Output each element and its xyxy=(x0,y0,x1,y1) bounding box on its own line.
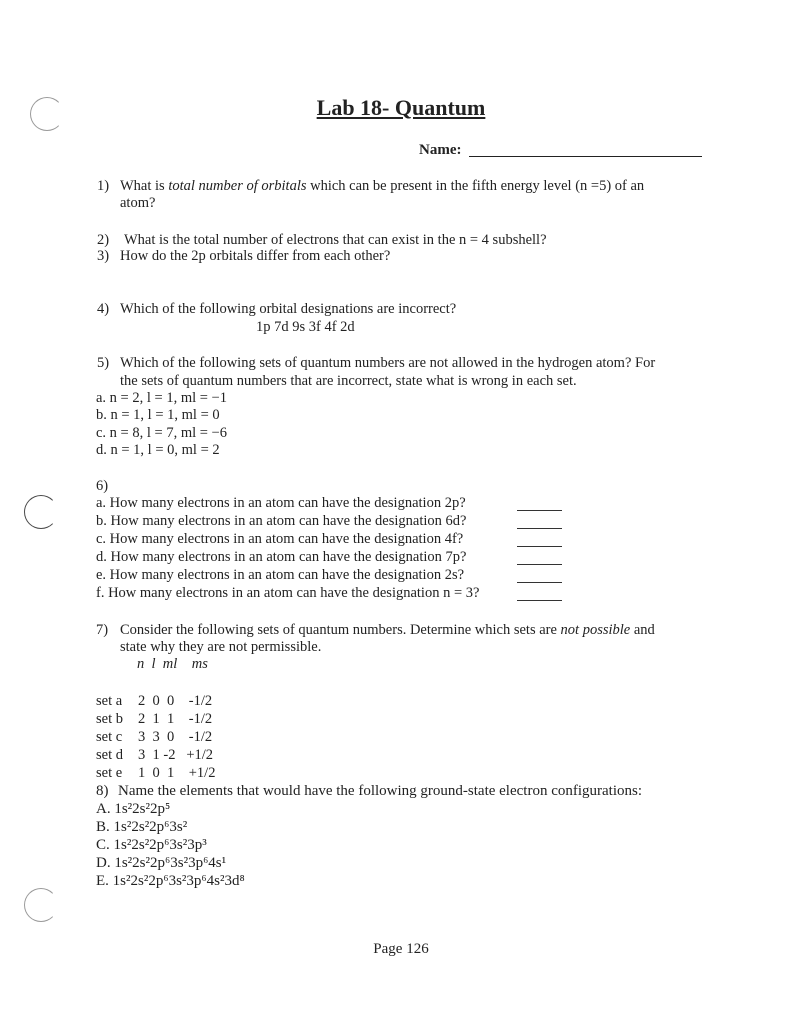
q8-config-label-a: A. xyxy=(96,801,111,817)
hole-punch-icon-middle xyxy=(24,495,58,529)
q7-row-values-d: 3 1 -2 +1/2 xyxy=(138,747,214,763)
q8-config-label-d: D. xyxy=(96,855,111,871)
q7-row-values-e: 1 0 1 +1/2 xyxy=(138,765,216,781)
q7-text-after: and xyxy=(630,622,655,638)
q8-config-label-e: E. xyxy=(96,873,109,889)
q7-number: 7) xyxy=(96,622,109,638)
q6-item-e: e. How many electrons in an atom can have the designation 2s? xyxy=(96,567,465,583)
q1-text-italic: total number of orbitals xyxy=(168,178,307,194)
q3-text: How do the 2p orbitals differ from each other? xyxy=(120,248,391,264)
name-label: Name: xyxy=(419,142,462,158)
q7-row-label-d: set d xyxy=(96,747,123,763)
q1-text-after: which can be present in the fifth energy level (n =5) of an xyxy=(306,178,645,194)
q4-text: Which of the following orbital designations are incorrect? xyxy=(120,301,457,317)
q8-config-value-e: 1s²2s²2p⁶3s²3p⁶4s²3d⁸ xyxy=(112,873,245,889)
q3-number: 3) xyxy=(97,248,110,264)
q6-answer-blank-e[interactable] xyxy=(517,582,562,583)
q8-config-value-d: 1s²2s²2p⁶3s²3p⁶4s¹ xyxy=(114,855,227,871)
q4-number: 4) xyxy=(97,301,110,317)
q7-row-label-e: set e xyxy=(96,765,123,781)
q5-item-a: a. n = 2, l = 1, ml = −1 xyxy=(96,390,227,406)
q7-row-values-b: 2 1 1 -1/2 xyxy=(138,711,213,727)
q1-text xyxy=(120,177,644,195)
q8-config-c xyxy=(96,836,207,854)
q4-options: 1p 7d 9s 3f 4f 2d xyxy=(256,319,355,335)
q8-config-value-b: 1s²2s²2p⁶3s² xyxy=(113,819,188,835)
q8-config-label-b: B. xyxy=(96,819,110,835)
q8-text: Name the elements that would have the following ground-state electron configurations: xyxy=(118,783,643,799)
q8-config-label-c: C. xyxy=(96,837,110,853)
q6-item-b: b. How many electrons in an atom can have the designation 6d? xyxy=(96,513,467,529)
q6-answer-blank-c[interactable] xyxy=(517,546,562,547)
q5-number: 5) xyxy=(97,355,110,371)
q5-item-d: d. n = 1, l = 0, ml = 2 xyxy=(96,442,220,458)
q7-row-values-a: 2 0 0 -1/2 xyxy=(138,693,213,709)
q6-item-c: c. How many electrons in an atom can have the designation 4f? xyxy=(96,531,464,547)
q5-text-line2: the sets of quantum numbers that are incorrect, state what is wrong in each set. xyxy=(120,373,577,389)
q7-text xyxy=(120,621,655,639)
q6-answer-blank-f[interactable] xyxy=(517,600,562,601)
hole-punch-icon-bottom xyxy=(24,888,58,922)
q5-item-c: c. n = 8, l = 7, ml = −6 xyxy=(96,425,227,441)
q8-config-b xyxy=(96,818,187,836)
q8-config-value-a: 1s²2s²2p⁵ xyxy=(114,801,171,817)
name-field-line[interactable] xyxy=(469,156,702,157)
q8-config-e xyxy=(96,872,245,890)
q7-text-italic: not possible xyxy=(560,622,631,638)
q6-item-d: d. How many electrons in an atom can have the designation 7p? xyxy=(96,549,467,565)
q8-number: 8) xyxy=(96,783,109,799)
q7-row-label-b: set b xyxy=(96,711,123,727)
page-number: Page 126 xyxy=(373,941,429,957)
q7-row-label-a: set a xyxy=(96,693,123,709)
q6-number: 6) xyxy=(96,478,109,494)
q7-row-values-c: 3 3 0 -1/2 xyxy=(138,729,213,745)
q7-table-header: n l ml ms xyxy=(137,656,208,672)
q8-config-value-c: 1s²2s²2p⁶3s²3p³ xyxy=(113,837,207,853)
q7-row-label-c: set c xyxy=(96,729,123,745)
q6-item-f: f. How many electrons in an atom can have the designation n = 3? xyxy=(96,585,480,601)
page-title: Lab 18- Quantum xyxy=(316,95,486,120)
q6-answer-blank-a[interactable] xyxy=(517,510,562,511)
q2-text: What is the total number of electrons that can exist in the n = 4 subshell? xyxy=(124,232,547,248)
q6-answer-blank-b[interactable] xyxy=(517,528,562,529)
q8-config-d xyxy=(96,854,226,872)
q5-text-line1: Which of the following sets of quantum numbers are not allowed in the hydrogen atom? For xyxy=(120,355,656,371)
q7-text-line2: state why they are not permissible. xyxy=(120,639,322,655)
q6-answer-blank-d[interactable] xyxy=(517,564,562,565)
q7-text-before: Consider the following sets of quantum numbers. Determine which sets are xyxy=(120,622,561,638)
q1-number: 1) xyxy=(97,178,110,194)
q1-text-line2: atom? xyxy=(120,195,156,211)
q8-config-a xyxy=(96,800,170,818)
q5-item-b: b. n = 1, l = 1, ml = 0 xyxy=(96,407,220,423)
q6-item-a: a. How many electrons in an atom can have the designation 2p? xyxy=(96,495,466,511)
q1-text-before: What is xyxy=(120,178,169,194)
q2-number: 2) xyxy=(97,232,110,248)
